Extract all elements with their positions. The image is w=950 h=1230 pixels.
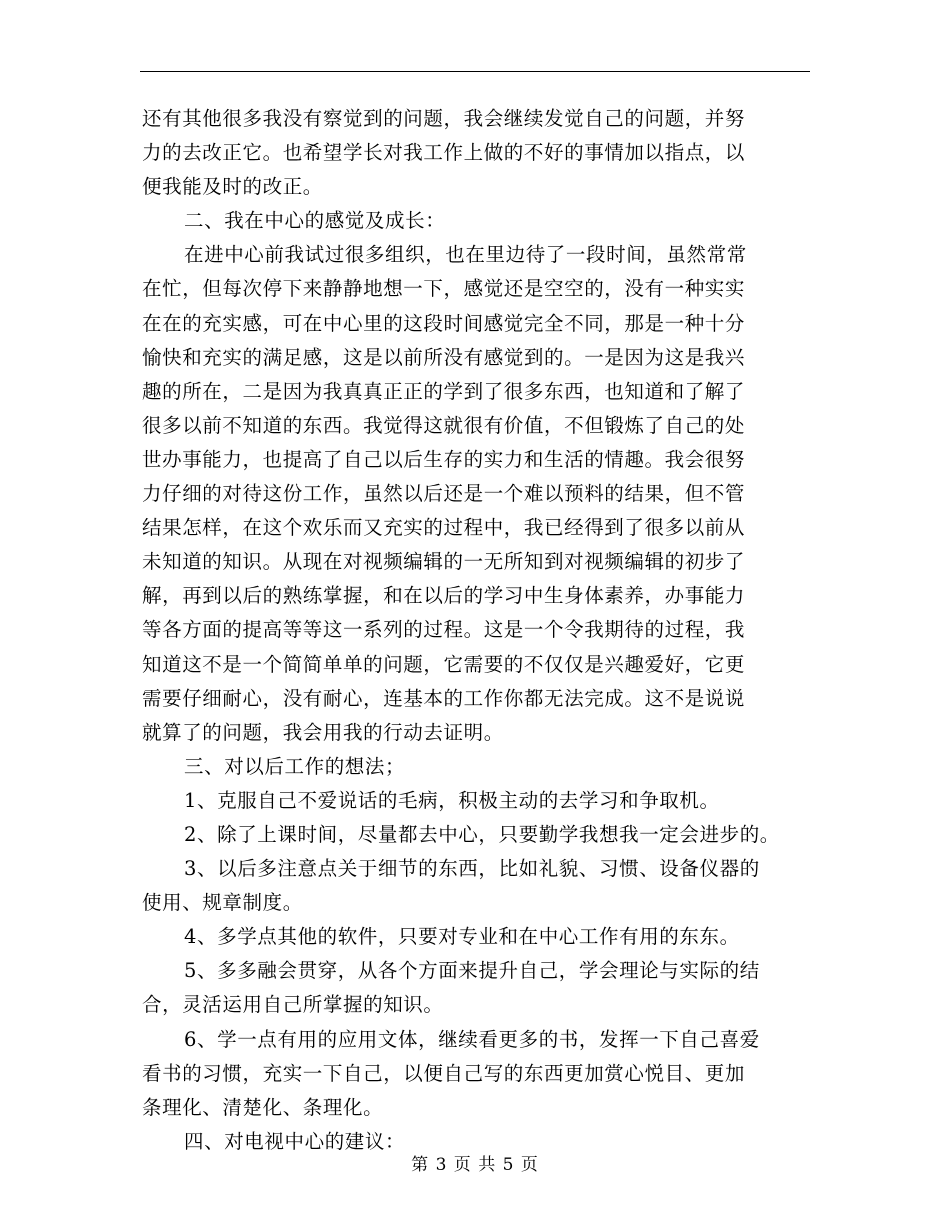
text-line: 未知道的知识。从现在对视频编辑的一无所知到对视频编辑的初步了 [142,550,746,574]
text-line: 力的去改正它。也希望学长对我工作上做的不好的事情加以指点，以 [142,141,746,165]
text-line: 1、克服自己不爱说话的毛病，积极主动的去学习和争取机。 [184,788,720,812]
text-line: 知道这不是一个简简单单的问题，它需要的不仅仅是兴趣爱好，它更 [142,652,746,676]
text-line: 2、除了上课时间，尽量都去中心，只要勤学我想我一定会进步的。 [184,822,780,846]
text-line: 世办事能力，也提高了自己以后生存的实力和生活的情趣。我会很努 [142,447,746,471]
text-line: 在在的充实感，可在中心里的这段时间感觉完全不同，那是一种十分 [142,311,746,335]
text-line: 4、多学点其他的软件，只要对专业和在中心工作有用的东东。 [184,925,740,949]
text-line: 5、多多融会贯穿，从各个方面来提升自己，学会理论与实际的结 [184,959,760,983]
text-line: 趣的所在，二是因为我真真正正的学到了很多东西，也知道和了解了 [142,379,746,403]
text-line: 3、以后多注意点关于细节的东西，比如礼貌、习惯、设备仪器的 [184,857,760,881]
header-rule [140,71,810,72]
text-line: 看书的习惯，充实一下自己，以便自己写的东西更加赏心悦目、更加 [142,1061,746,1085]
page-number-footer: 第 3 页 共 5 页 [411,1155,539,1175]
body-text [142,102,810,1159]
text-line: 在忙，但每次停下来静静地想一下，感觉还是空空的，没有一种实实 [142,277,746,301]
text-line: 四、对电视中心的建议： [184,1129,406,1153]
text-line: 需要仔细耐心，没有耐心，连基本的工作你都无法完成。这不是说说 [142,686,746,710]
text-line: 很多以前不知道的东西。我觉得这就很有价值，不但锻炼了自己的处 [142,413,746,437]
text-line: 解，再到以后的熟练掌握，和在以后的学习中生身体素养，办事能力 [142,584,746,608]
text-line: 6、学一点有用的应用文体，继续看更多的书，发挥一下自己喜爱 [184,1027,760,1051]
text-line: 结果怎样，在这个欢乐而又充实的过程中，我已经得到了很多以前从 [142,516,746,540]
text-line: 等各方面的提高等等这一系列的过程。这是一个令我期待的过程，我 [142,618,746,642]
text-line: 三、对以后工作的想法； [184,754,406,778]
text-line: 合，灵活运用自己所掌握的知识。 [142,993,444,1017]
text-line: 还有其他很多我没有察觉到的问题，我会继续发觉自己的问题，并努 [142,107,746,130]
text-line: 就算了的问题，我会用我的行动去证明。 [142,720,504,744]
text-line: 便我能及时的改正。 [142,175,323,199]
text-line: 在进中心前我试过很多组织，也在里边待了一段时间，虽然常常 [184,243,747,267]
text-line: 条理化、清楚化、条理化。 [142,1095,384,1119]
text-line: 二、我在中心的感觉及成长： [184,209,446,233]
text-line: 愉快和充实的满足感，这是以前所没有感觉到的。一是因为这是我兴 [142,345,746,369]
text-line: 使用、规章制度。 [142,891,303,915]
text-line: 力仔细的对待这份工作，虽然以后还是一个难以预料的结果，但不管 [142,482,746,506]
